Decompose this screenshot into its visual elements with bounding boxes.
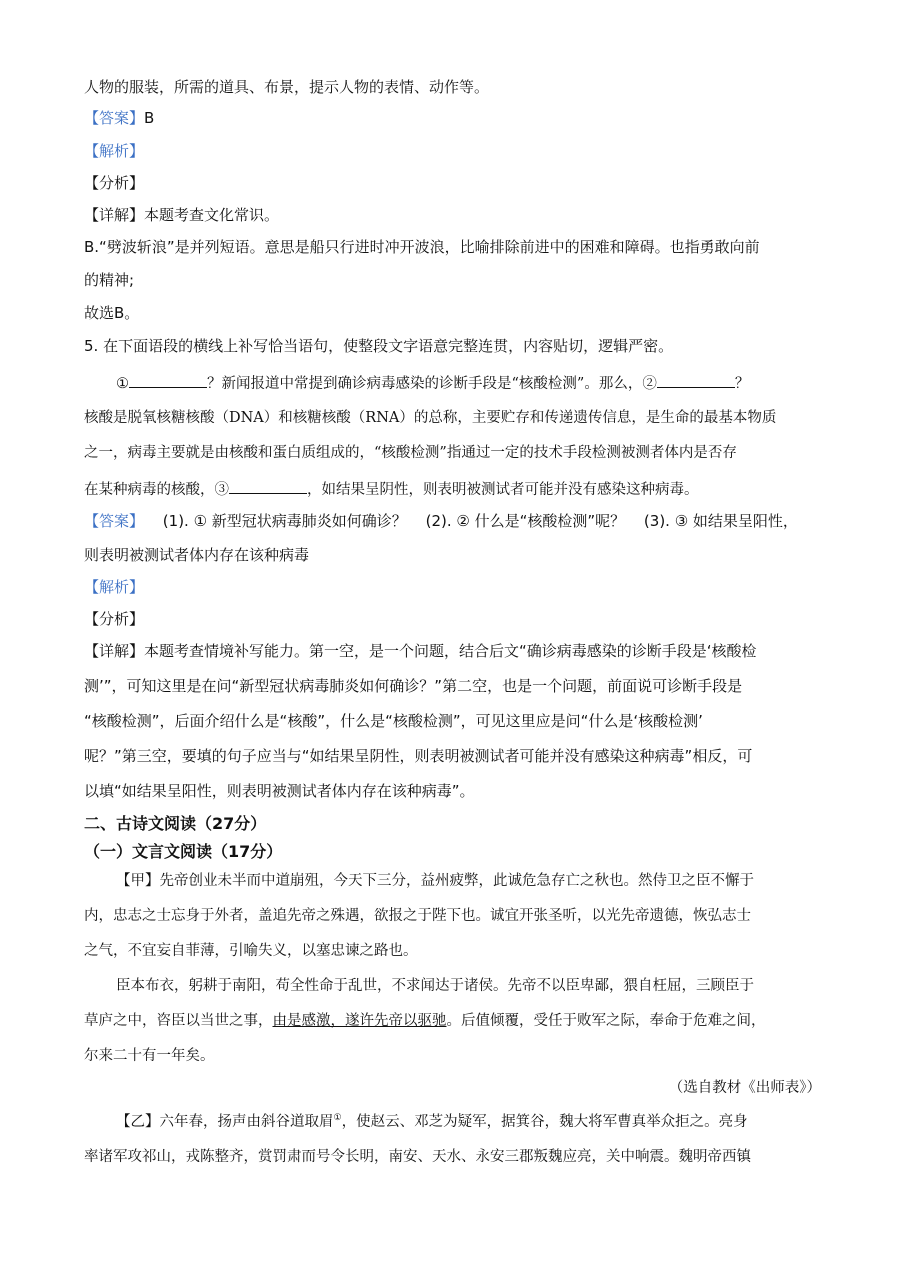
text-line: 测’”，可知这里是在问“新型冠状病毒肺炎如何确诊？”第二空，也是一个问题，前面说可诊断手段是 bbox=[84, 677, 743, 695]
answer-item-1: (1). ① 新型冠状病毒肺炎如何确诊？ bbox=[162, 512, 407, 530]
detail-line bbox=[84, 205, 279, 225]
classical-text: 众拒之。亮身 bbox=[660, 1114, 748, 1130]
classical-text: 。后值倾覆，受任于败军之际，奉命于危难之间， bbox=[446, 1013, 766, 1029]
fenxi-tag: 【分析】 bbox=[84, 174, 145, 192]
answer-tag: 【答案】 bbox=[84, 109, 145, 127]
classical-text: ，使赵云、邓芝为疑军，据箕谷，魏大将军曹真 bbox=[341, 1114, 647, 1130]
passage-text: ，如结果呈阴性，则表明被测试者可能并没有感染这种病毒。 bbox=[307, 482, 699, 498]
detail-tag: 【详解】 bbox=[84, 642, 145, 660]
source-citation: （选自教材《出师表》） bbox=[668, 1080, 821, 1096]
classical-text: 臣本布衣，躬耕于南阳，苟全性命于乱世，不求闻达于诸侯。先帝不以臣 bbox=[116, 978, 580, 994]
passage-line: 核酸是脱氧核糖核酸（DNA）和核糖核酸（RNA）的总称，主要贮存和传递遗传信息，是生命的最基本物质 bbox=[84, 410, 777, 426]
passage-line: 之一，病毒主要就是由核酸和蛋白质组成的，“核酸检测”指通过一定的技术手段检测被测者体内是否存 bbox=[84, 445, 737, 461]
question-stem: 5. 在下面语段的横线上补写恰当语句，使整段文字语意完整连贯，内容贴切，逻辑严密。 bbox=[84, 337, 674, 355]
analysis-tag: 【解析】 bbox=[84, 578, 145, 596]
passage-text: 在某种病毒的核酸，③ bbox=[84, 482, 229, 498]
passage-line bbox=[116, 372, 749, 394]
answer-item-2: (2). ② 什么是“核酸检测”呢？ bbox=[425, 512, 626, 530]
emphasized-word: 举 bbox=[646, 1114, 661, 1130]
blank-1 bbox=[129, 372, 207, 388]
blank-2 bbox=[657, 372, 735, 388]
text-line: “核酸检测”，后面介绍什么是“核酸”，什么是“核酸检测”，可见这里应是问“什么是‘核酸检测’ bbox=[84, 712, 703, 730]
answer-value: B bbox=[144, 109, 155, 127]
text-line: 以填“如结果呈阳性，则表明被测试者体内存在该种病毒”。 bbox=[84, 782, 475, 800]
passage-text: ？新闻报道中常提到确诊病毒感染的诊断手段是“核酸检测”。那么，② bbox=[207, 376, 657, 392]
text-line: 故选B。 bbox=[84, 304, 140, 322]
detail-tag: 【详解】 bbox=[84, 206, 145, 224]
passage-text: ？ bbox=[734, 376, 750, 392]
classical-text-line: 之气，不宜妄自菲薄，引喻失义，以塞忠谏之路也。 bbox=[84, 943, 418, 959]
emphasized-word: 卑鄙 bbox=[580, 978, 609, 994]
classical-text: 【乙】六年春，扬声由斜谷道取眉 bbox=[116, 1114, 334, 1130]
text-line: 则表明被测试者体内存在该种病毒 bbox=[84, 546, 310, 564]
answer-tag: 【答案】 bbox=[84, 512, 145, 530]
classical-text: ，猥自枉屈，三顾臣于 bbox=[609, 978, 754, 994]
detail-text: 本题考查情境补写能力。第一空，是一个问题，结合后文“确诊病毒感染的诊断手段是‘核酸检 bbox=[144, 642, 757, 660]
analysis-tag: 【解析】 bbox=[84, 142, 145, 160]
section-heading: 二、古诗文阅读（27分） bbox=[84, 814, 267, 833]
answer-line bbox=[84, 511, 798, 531]
classical-text-line bbox=[116, 1112, 748, 1132]
blank-3 bbox=[229, 478, 307, 494]
detail-line bbox=[84, 641, 757, 661]
subsection-heading: （一）文言文阅读（17分） bbox=[84, 842, 283, 861]
classical-text-line: 尔来二十有一年矣。 bbox=[84, 1048, 215, 1064]
classical-text-line: 内，忠志之士忘身于外者，盖追先帝之殊遇，欲报之于陛下也。诚宜开张圣听，以光先帝遗德，恢弘志士 bbox=[84, 908, 751, 924]
classical-text-line bbox=[84, 1011, 766, 1031]
fenxi-tag: 【分析】 bbox=[84, 610, 145, 628]
answer-item-3: (3). ③ 如结果呈阳性， bbox=[643, 512, 798, 530]
text-line: 人物的服装，所需的道具、布景，提示人物的表情、动作等。 bbox=[84, 78, 490, 96]
classical-text-line: 【甲】先帝创业未半而中道崩殂，今天下三分，益州疲弊，此诚危急存亡之秋也。然侍卫之臣不懈于 bbox=[116, 873, 754, 889]
footnote-marker: ① bbox=[333, 1113, 342, 1124]
answer-line bbox=[84, 108, 154, 128]
passage-line bbox=[84, 478, 699, 500]
text-line: B.“劈波斩浪”是并列短语。意思是船只行进时冲开波浪，比喻排除前进中的困难和障碍。也指勇敢向前 bbox=[84, 238, 760, 256]
text-line: 的精神; bbox=[84, 271, 135, 289]
underlined-sentence: 由是感激，遂许先帝以驱驰 bbox=[272, 1013, 447, 1029]
classical-text: 草庐之中，咨臣以当世之事， bbox=[84, 1013, 273, 1029]
detail-text: 本题考查文化常识。 bbox=[144, 206, 280, 224]
text-line: 呢？”第三空，要填的句子应当与“如结果呈阴性，则表明被测试者可能并没有感染这种病毒”相反，可 bbox=[84, 747, 753, 765]
classical-text-line bbox=[116, 976, 754, 996]
classical-text-line: 率诸军攻祁山，戎陈整齐，赏罚肃而号令长明，南安、天水、永安三郡叛魏应亮，关中响震。魏明帝西镇 bbox=[84, 1149, 751, 1165]
blank-number: ① bbox=[116, 376, 129, 392]
